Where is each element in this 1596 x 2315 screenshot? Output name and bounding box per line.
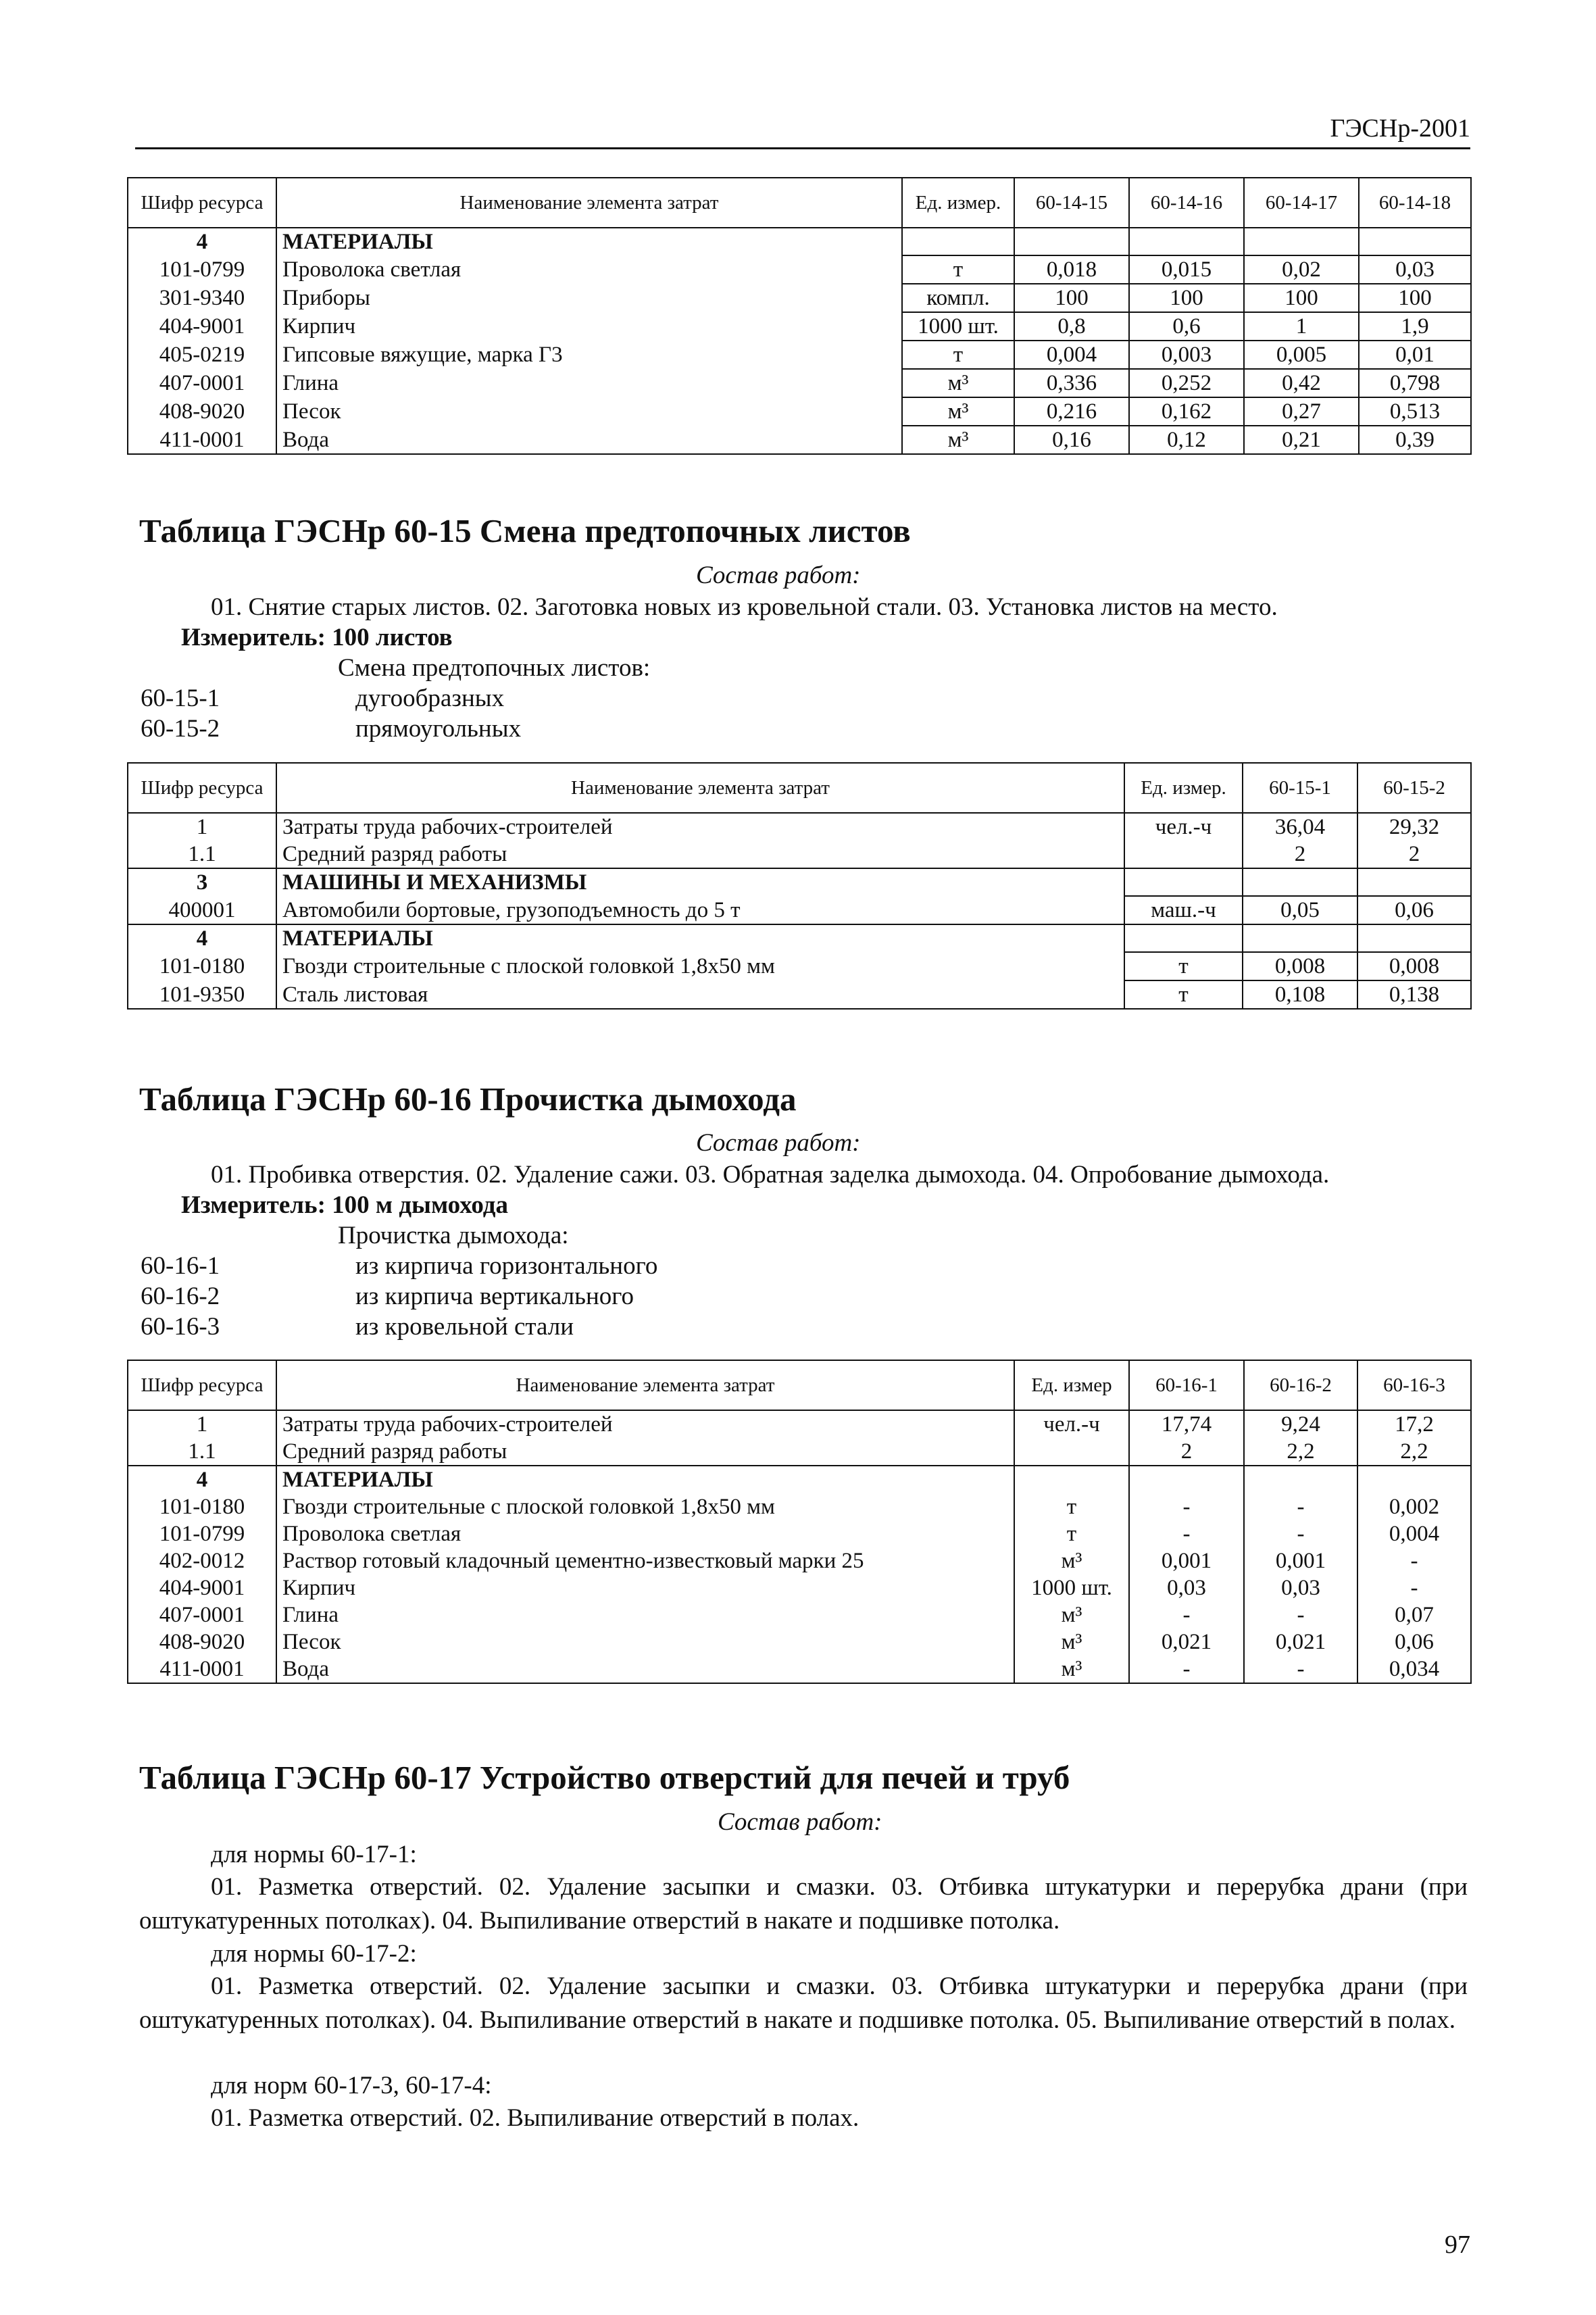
table-row-labor: 1 Затраты труда рабочих-строителей чел.-ч 36,04 29,32 bbox=[128, 813, 1471, 841]
norm-name: из кирпича вертикального bbox=[355, 1283, 634, 1310]
composition-label: Состав работ: bbox=[696, 1129, 861, 1157]
col-header-unit: Ед. измер. bbox=[902, 178, 1014, 228]
table-row: 101-0799 Проволока светлая т 0,018 0,015 0,02 0,03 bbox=[128, 255, 1471, 284]
table-row: 407-0001 Глина м³ 0,336 0,252 0,42 0,798 bbox=[128, 369, 1471, 397]
norm-block-label: для нормы 60-17-1: bbox=[211, 1841, 417, 1868]
norm-block-label: для норм 60-17-3, 60-17-4: bbox=[211, 2072, 492, 2099]
table-row: 404-9001 Кирпич 1000 шт. 0,8 0,6 1 1,9 bbox=[128, 312, 1471, 341]
norm-name: дугообразных bbox=[355, 684, 505, 712]
norm-group-label: Прочистка дымохода: bbox=[338, 1222, 569, 1249]
table-header-row: Шифр ресурса Наименование элемента затрат Ед. измер. 60-15-1 60-15-2 bbox=[128, 763, 1471, 813]
table-row: 408-9020 Песок м³ 0,021 0,021 0,06 bbox=[128, 1628, 1471, 1656]
composition-text: 01. Пробивка отверстия. 02. Удаление сажи. 03. Обратная заделка дымохода. 04. Опробование дымохода. bbox=[211, 1161, 1330, 1189]
table-header-row: Шифр ресурса Наименование элемента затрат Ед. измер 60-16-1 60-16-2 60-16-3 bbox=[128, 1360, 1471, 1410]
table-title-60-15: Таблица ГЭСНр 60-15 Смена предтопочных листов bbox=[139, 512, 911, 549]
norm-code: 60-16-3 bbox=[141, 1313, 220, 1341]
norm-name: из кровельной стали bbox=[355, 1313, 574, 1341]
norm-code: 60-16-1 bbox=[141, 1252, 220, 1280]
norm-code: 60-15-2 bbox=[141, 715, 220, 743]
table-row: 411-0001 Вода м³ 0,16 0,12 0,21 0,39 bbox=[128, 426, 1471, 454]
meter: Измеритель: 100 м дымохода bbox=[181, 1191, 508, 1219]
table-row-labor: 1 Затраты труда рабочих-строителей чел.-ч 17,74 9,24 17,2 bbox=[128, 1410, 1471, 1438]
norm-code: 60-16-2 bbox=[141, 1283, 220, 1310]
norm-name: прямоугольных bbox=[355, 715, 522, 743]
col-header-name: Наименование элемента затрат bbox=[276, 178, 902, 228]
table-row: 101-9350 Сталь листовая т 0,108 0,138 bbox=[128, 980, 1471, 1009]
composition-label: Состав работ: bbox=[718, 1808, 882, 1836]
header-rule bbox=[135, 147, 1470, 149]
norm-group-label: Смена предтопочных листов: bbox=[338, 654, 651, 682]
table-title-60-17: Таблица ГЭСНр 60-17 Устройство отверстий для печей и труб bbox=[139, 1759, 1070, 1796]
norm-code: 60-15-1 bbox=[141, 684, 220, 712]
section-row-materials: 4 МАТЕРИАЛЫ bbox=[128, 1466, 1471, 1493]
table-row: 101-0180 Гвозди строительные с плоской головкой 1,8х50 мм т - - 0,002 bbox=[128, 1493, 1471, 1520]
table-title-60-16: Таблица ГЭСНр 60-16 Прочистка дымохода bbox=[139, 1080, 797, 1118]
composition-text: 01. Снятие старых листов. 02. Заготовка новых из кровельной стали. 03. Установка листов на место. bbox=[211, 593, 1278, 621]
col-header-norm: 60-14-16 bbox=[1129, 178, 1244, 228]
table-row: 407-0001 Глина м³ - - 0,07 bbox=[128, 1601, 1471, 1628]
table-row-grade: 1.1 Средний разряд работы 2 2,2 2,2 bbox=[128, 1438, 1471, 1466]
col-header-code: Шифр ресурса bbox=[128, 178, 276, 228]
table-row: 404-9001 Кирпич 1000 шт. 0,03 0,03 - bbox=[128, 1574, 1471, 1601]
section-row-machines: 3 МАШИНЫ И МЕХАНИЗМЫ bbox=[128, 868, 1471, 896]
composition-label: Состав работ: bbox=[696, 562, 861, 589]
section-row-materials: 4 МАТЕРИАЛЫ bbox=[128, 924, 1471, 952]
table-row: 301-9340 Приборы компл. 100 100 100 100 bbox=[128, 284, 1471, 312]
norm-block-text: 01. Разметка отверстий. 02. Удаление засыпки и смазки. 03. Отбивка штукатурки и перерубка драни (при оштукатуренных потолках). 04. Выпиливание отверстий в накате и подшивке потолка. 05. Выпиливание отверстий в полах. bbox=[139, 1972, 1468, 2034]
table-header-row bbox=[128, 178, 1471, 228]
meter: Измеритель: 100 листов bbox=[181, 624, 453, 651]
table-row: 400001 Автомобили бортовые, грузоподъемность до 5 т маш.-ч 0,05 0,06 bbox=[128, 896, 1471, 924]
table-row: 101-0799 Проволока светлая т - - 0,004 bbox=[128, 1520, 1471, 1547]
table-row: 408-9020 Песок м³ 0,216 0,162 0,27 0,513 bbox=[128, 397, 1471, 426]
table-row: 405-0219 Гипсовые вяжущие, марка Г3 т 0,004 0,003 0,005 0,01 bbox=[128, 341, 1471, 369]
table-row-grade: 1.1 Средний разряд работы 2 2 bbox=[128, 841, 1471, 868]
norm-block-text: 01. Разметка отверстий. 02. Выпиливание отверстий в полах. bbox=[211, 2104, 859, 2132]
table-row: 402-0012 Раствор готовый кладочный цементно-известковый марки 25 м³ 0,001 0,001 - bbox=[128, 1547, 1471, 1574]
col-header-norm: 60-14-17 bbox=[1244, 178, 1359, 228]
table-60-16 bbox=[127, 1360, 1472, 1684]
norm-block-label: для нормы 60-17-2: bbox=[211, 1940, 417, 1968]
table-60-15 bbox=[127, 762, 1472, 1010]
norm-block-text: 01. Разметка отверстий. 02. Удаление засыпки и смазки. 03. Отбивка штукатурки и перерубка драни (при оштукатуренных потолках). 04. Выпиливание отверстий в накате и подшивке потолка. bbox=[139, 1873, 1468, 1935]
norm-name: из кирпича горизонтального bbox=[355, 1252, 658, 1280]
col-header-norm: 60-14-18 bbox=[1359, 178, 1471, 228]
document-code: ГЭСНр-2001 bbox=[1330, 114, 1470, 143]
table-row: 101-0180 Гвозди строительные с плоской головкой 1,8х50 мм т 0,008 0,008 bbox=[128, 952, 1471, 980]
section-row-materials: 4 МАТЕРИАЛЫ bbox=[128, 228, 1471, 255]
table-row: 411-0001 Вода м³ - - 0,034 bbox=[128, 1656, 1471, 1683]
col-header-norm: 60-14-15 bbox=[1014, 178, 1129, 228]
table-60-14-continuation bbox=[127, 177, 1472, 455]
page-number: 97 bbox=[1445, 2231, 1470, 2259]
